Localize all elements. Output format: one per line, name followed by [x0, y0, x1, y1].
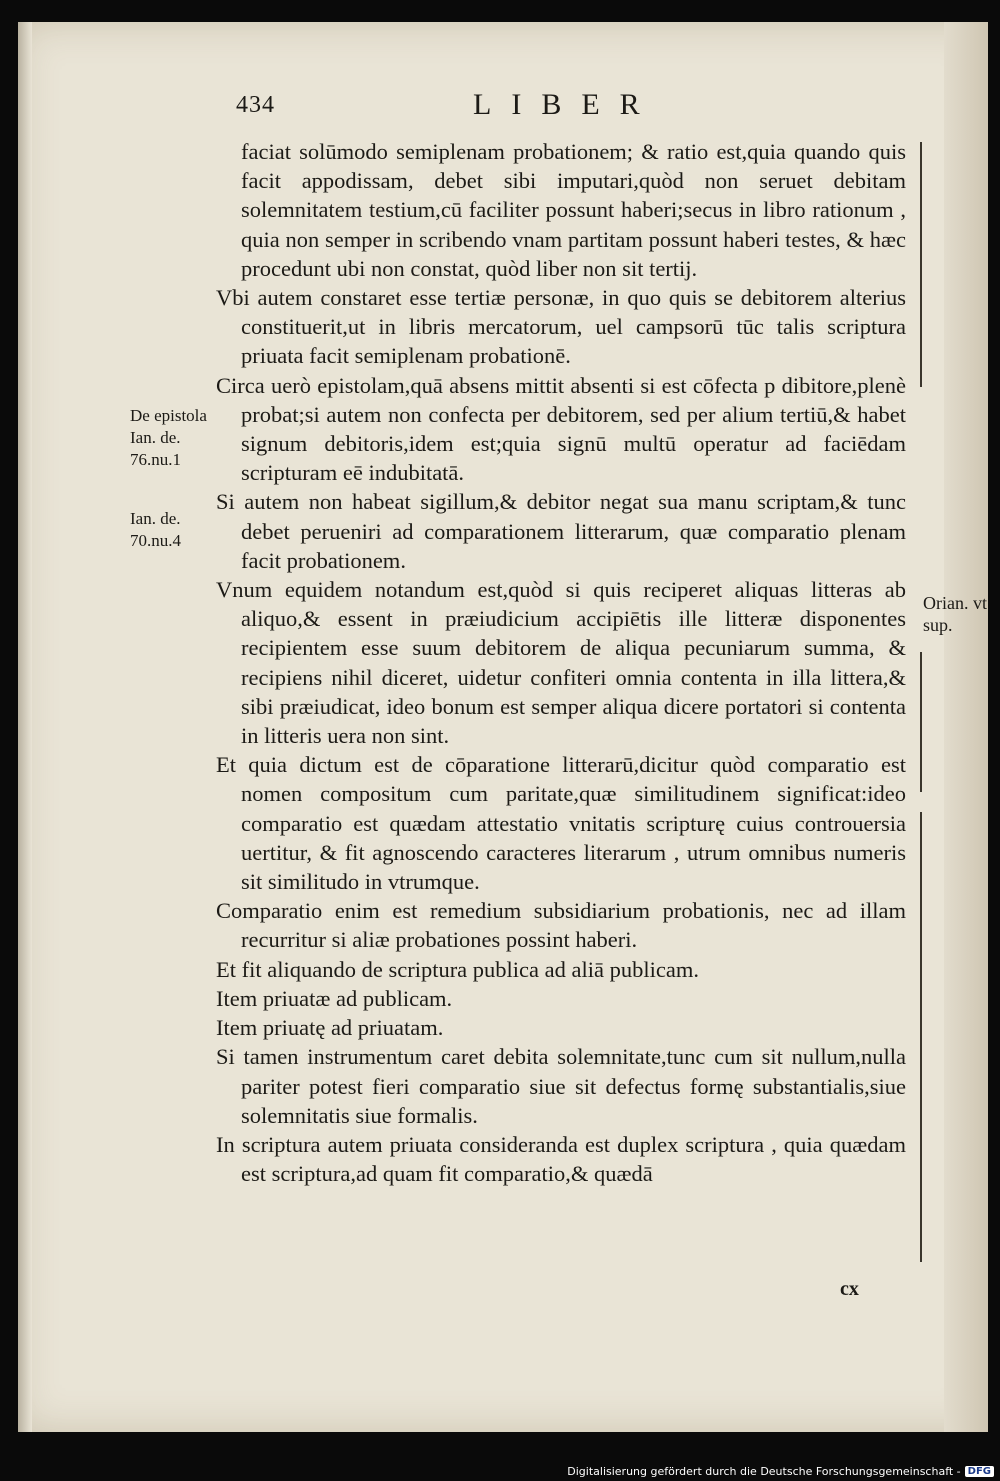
body-text [216, 137, 906, 1188]
footer-credit [567, 1465, 994, 1478]
book-page [18, 22, 988, 1432]
paragraph: Si autem non habeat sigillum,& debitor negat sua manu scriptam,& tunc debet perueniri ad comparationem litterarum, quæ comparatio plenam facit probationem. [216, 489, 906, 573]
paragraph: Comparatio enim est remedium subsidiarium probationis, nec ad illam recurritur si aliæ probationes possint haberi. [216, 898, 906, 953]
bracket-line-1 [920, 142, 922, 387]
margin-note-ian: Ian. de. 70.nu.4 [130, 509, 181, 550]
paragraph: Item priuatę ad priuatam. [216, 1015, 444, 1041]
paragraph: Si tamen instrumentum caret debita solemnitate,tunc cum sit nullum,nulla pariter potest fieri comparatio siue sit defectus formę substantialis,siue solemnitatis siue formalis. [216, 1044, 906, 1128]
dfg-logo-icon: DFG [965, 1466, 994, 1477]
facing-page-edge [944, 22, 988, 1432]
paragraph: Circa uerò epistolam,quā absens mittit absenti si est cōfecta p dibitore,plenè probat;si autem non confecta per debitorem, sed per alium tertiū,& habet signum debitoris,idem est;quia signū multū operatur ad faciēdam scripturam eē indubitatā. [216, 372, 906, 486]
margin-note-epistola: De epistola Ian. de. 76.nu.1 [130, 406, 207, 469]
bracket-line-2 [920, 652, 922, 792]
paragraph: In scriptura autem priuata consideranda est duplex scriptura , quia quædam est scriptura,ad quam fit comparatio,& quædā [216, 1131, 906, 1187]
running-head: LIBER [473, 88, 660, 121]
left-margin-notes [130, 405, 225, 552]
page-number: 434 [236, 92, 275, 118]
page-gutter-shadow [18, 22, 32, 1432]
footer-credit-text: Digitalisierung gefördert durch die Deutsche Forschungsgemeinschaft - [567, 1465, 961, 1478]
paragraph: Vnum equidem notandum est,quòd si quis reciperet aliquas litteras ab aliquo,& essent in præiudicium accipiētis ille litteræ disponentes recipientem esse suum debitorem de aliqua pecuniarum summa, & recipiens nihil diceret, uidetur confiteri omnia contenta in illa littera,& sibi præiudicat, ideo bonum est semper aliqua dicere portatori si contenta in litteris uera non sint. [216, 577, 906, 749]
paragraph: Item priuatæ ad publicam. [216, 985, 453, 1011]
paragraph: Vbi autem constaret esse tertiæ personæ, in quo quis se debitorem alterius constituerit,ut in libris mercatorum, uel campsorū tūc talis scriptura priuata facit semiplenam probationē. [216, 285, 906, 369]
paragraph: Et quia dictum est de cōparatione litterarū,dicitur quòd comparatio est nomen compositum cum paritate,quæ similitudinem significat:ideo comparatio est quædam attestatio vnitatis scripturę cuius controuersia uertitur, & fit agnoscendo caracteres literarum , utrum omnibus numeris sit similitudo in vtrumque. [216, 752, 906, 895]
right-margin-note: Orian. vt sup. [923, 593, 987, 635]
paragraph: faciat solūmodo semiplenam probationem; & ratio est,quia quando quis facit appodissam, debet sibi imputari,quòd non seruet debitam solemnitatem testium,cū faciliter possunt haberi;secus in libro rationum , quia non semper in scribendo vnam partitam possunt haberi testes, & hæc procedunt ubi non constat, quòd liber non sit tertij. [241, 139, 906, 281]
paragraph: Et fit aliquando de scriptura publica ad aliā publicam. [216, 956, 699, 982]
catchword: cx [840, 1278, 859, 1300]
bracket-line-3 [920, 812, 922, 1262]
